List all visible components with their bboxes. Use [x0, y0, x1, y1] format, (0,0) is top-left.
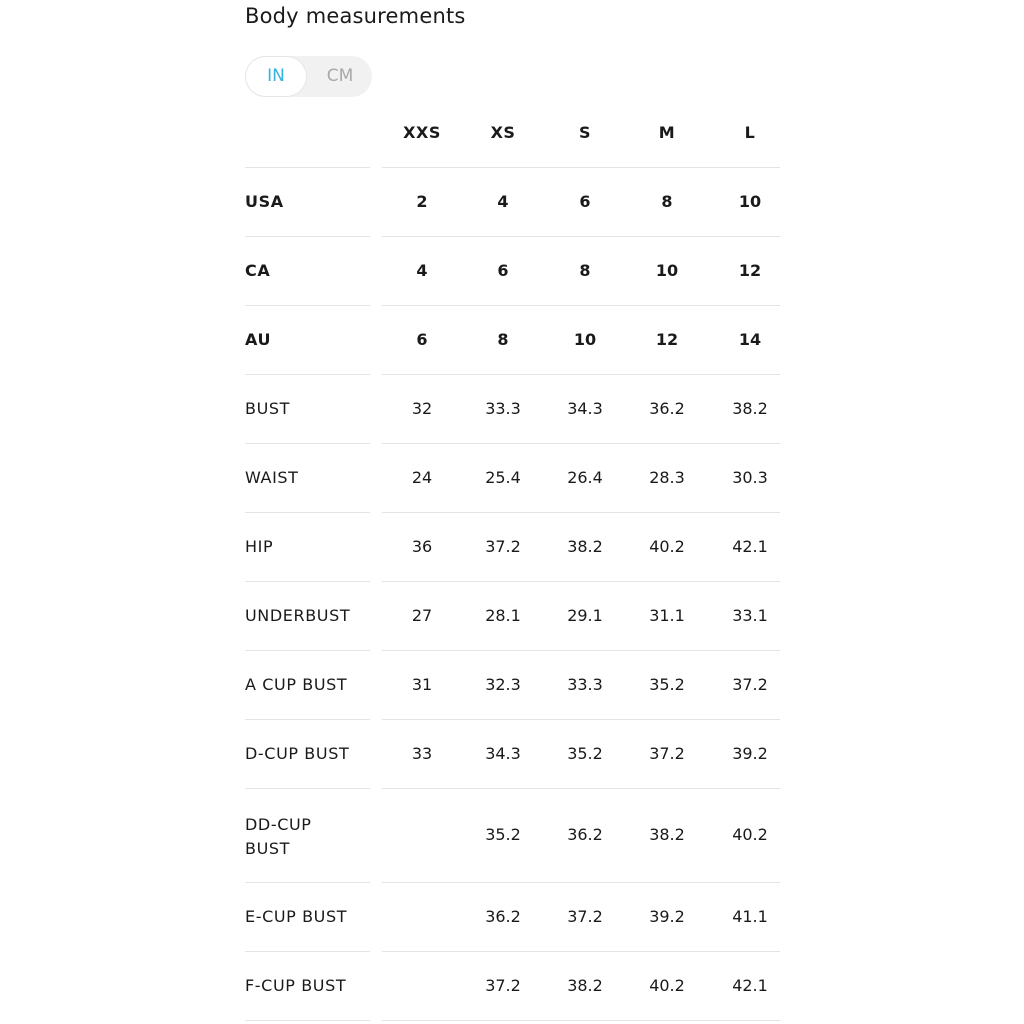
table-cell: 38.2: [567, 536, 603, 556]
unit-option-in[interactable]: IN: [246, 57, 306, 96]
table-cell: 40.2: [649, 536, 685, 556]
row-divider: [245, 512, 370, 513]
row-divider: [245, 581, 370, 582]
table-cell: 10: [655, 260, 679, 280]
row-label: DD-CUP BUST: [245, 815, 312, 858]
table-cell: 2: [416, 191, 428, 211]
row-label: HIP: [245, 536, 274, 556]
table-cell: 39.2: [649, 906, 685, 926]
row-divider: [382, 951, 780, 952]
row-divider: [245, 951, 370, 952]
table-cell: 4: [416, 260, 428, 280]
table-cell: 26.4: [567, 467, 603, 487]
row-label: F-CUP BUST: [245, 975, 347, 995]
table-cell: 25.4: [485, 467, 521, 487]
column-header: XXS: [403, 123, 441, 142]
table-cell: 34.3: [567, 398, 603, 418]
row-divider: [245, 1020, 370, 1021]
row-label: E-CUP BUST: [245, 906, 348, 926]
table-cell: 34.3: [485, 743, 521, 763]
table-cell: 12: [738, 260, 762, 280]
table-cell: 27: [411, 605, 433, 625]
row-divider: [382, 882, 780, 883]
table-cell: 37.2: [732, 674, 768, 694]
table-cell: 8: [661, 191, 673, 211]
table-cell: 35.2: [649, 674, 685, 694]
page-title: Body measurements: [245, 4, 466, 28]
row-divider: [382, 374, 780, 375]
row-label: USA: [245, 191, 284, 211]
table-cell: 28.3: [649, 467, 685, 487]
row-label: CA: [245, 260, 271, 280]
row-divider: [245, 788, 370, 789]
column-header: M: [658, 123, 676, 142]
row-divider: [245, 167, 370, 168]
row-label: D-CUP BUST: [245, 743, 350, 763]
table-cell: 6: [416, 329, 428, 349]
table-cell: 37.2: [485, 536, 521, 556]
row-divider: [382, 650, 780, 651]
row-divider: [382, 788, 780, 789]
unit-option-cm[interactable]: CM: [326, 66, 354, 86]
row-divider: [382, 581, 780, 582]
row-divider: [382, 719, 780, 720]
table-cell: 36.2: [485, 906, 521, 926]
table-cell: 42.1: [732, 536, 768, 556]
column-header: XS: [490, 123, 516, 142]
table-cell: 30.3: [732, 467, 768, 487]
row-divider: [245, 305, 370, 306]
table-cell: 40.2: [732, 825, 768, 844]
table-cell: 35.2: [567, 743, 603, 763]
row-label: UNDERBUST: [245, 605, 351, 625]
table-cell: 33.1: [732, 605, 768, 625]
table-cell: 33.3: [485, 398, 521, 418]
table-cell: 6: [497, 260, 509, 280]
table-cell: 4: [497, 191, 509, 211]
table-cell: 6: [579, 191, 591, 211]
table-cell: 38.2: [732, 398, 768, 418]
row-divider: [382, 167, 780, 168]
table-cell: 36.2: [567, 825, 603, 844]
table-cell: 38.2: [649, 825, 685, 844]
row-label: WAIST: [245, 467, 299, 487]
row-label: A CUP BUST: [245, 674, 348, 694]
table-cell: 10: [738, 191, 762, 211]
table-cell: 38.2: [567, 975, 603, 995]
table-cell: 40.2: [649, 975, 685, 995]
row-divider: [382, 1020, 780, 1021]
table-cell: 14: [738, 329, 762, 349]
table-cell: 37.2: [649, 743, 685, 763]
table-cell: 8: [497, 329, 509, 349]
row-divider: [245, 443, 370, 444]
table-cell: 32.3: [485, 674, 521, 694]
unit-toggle: [245, 56, 372, 97]
column-header: S: [578, 123, 592, 142]
table-cell: 31: [411, 674, 433, 694]
table-cell: 33.3: [567, 674, 603, 694]
row-divider: [382, 236, 780, 237]
table-cell: 41.1: [732, 906, 768, 926]
row-divider: [245, 650, 370, 651]
table-cell: 36.2: [649, 398, 685, 418]
row-divider: [245, 374, 370, 375]
row-divider: [382, 305, 780, 306]
table-cell: 37.2: [485, 975, 521, 995]
table-cell: 35.2: [485, 825, 521, 844]
table-cell: 31.1: [649, 605, 685, 625]
table-cell: 10: [573, 329, 597, 349]
table-cell: 29.1: [567, 605, 603, 625]
row-divider: [245, 719, 370, 720]
table-cell: 39.2: [732, 743, 768, 763]
row-divider: [382, 512, 780, 513]
table-cell: 28.1: [485, 605, 521, 625]
row-label: AU: [245, 329, 272, 349]
table-cell: 8: [579, 260, 591, 280]
row-label: BUST: [245, 398, 291, 418]
table-cell: 12: [655, 329, 679, 349]
table-cell: 24: [411, 467, 433, 487]
table-cell: 32: [411, 398, 433, 418]
table-cell: 42.1: [732, 975, 768, 995]
row-divider: [245, 882, 370, 883]
table-cell: 37.2: [567, 906, 603, 926]
column-header: L: [744, 123, 756, 142]
row-divider: [382, 443, 780, 444]
row-divider: [245, 236, 370, 237]
table-cell: 36: [411, 536, 433, 556]
table-cell: 33: [411, 743, 433, 763]
